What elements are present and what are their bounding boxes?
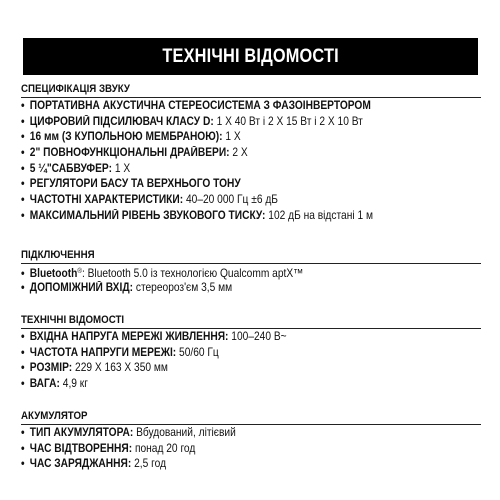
spec-label: ДОПОМІЖНИЙ ВХІД: bbox=[29, 280, 133, 294]
spec-value: 2 X bbox=[232, 146, 248, 160]
spec-label: РЕГУЛЯТОРИ БАСУ ТА ВЕРХНЬОГО ТОНУ bbox=[29, 177, 241, 191]
bullet-icon: • bbox=[21, 280, 25, 294]
bullet-icon: • bbox=[21, 193, 25, 207]
spec-value: 229 X 163 X 350 мм bbox=[75, 361, 168, 375]
spec-value: 102 дБ на відстані 1 м bbox=[268, 208, 373, 222]
spec-label: ЧАС ВІДТВОРЕННЯ: bbox=[29, 441, 133, 455]
bullet-icon: • bbox=[21, 330, 25, 343]
bullet-icon: • bbox=[21, 426, 25, 439]
spec-label: ЧАС ЗАРЯДЖАННЯ: bbox=[29, 457, 132, 471]
spec-label: ЧАСТОТА НАПРУГИ МЕРЕЖІ: bbox=[29, 345, 177, 359]
spec-row bbox=[21, 176, 481, 192]
bullet-icon: • bbox=[21, 161, 25, 175]
spec-value: 1 X bbox=[114, 161, 131, 175]
spec-row-content bbox=[21, 192, 278, 208]
spec-value: 2,5 год bbox=[134, 457, 167, 471]
spec-label: ПОРТАТИВНА АКУСТИЧНА СТЕРЕОСИСТЕМА З ФАЗОІНВЕРТОРОМ bbox=[29, 99, 371, 112]
spec-label: РОЗМІР: bbox=[29, 361, 73, 375]
spec-row-content bbox=[21, 425, 236, 441]
section-heading: ПІДКЛЮЧЕННЯ bbox=[21, 248, 481, 264]
spec-value: 1 X 40 Вт і 2 X 15 Вт і 2 X 10 Вт bbox=[216, 114, 363, 128]
spec-label: 16 мм (З КУПОЛЬНОЮ МЕМБРАНОЮ): bbox=[29, 130, 223, 144]
spec-row bbox=[21, 114, 481, 130]
spec-row-content bbox=[21, 129, 241, 145]
spec-list bbox=[21, 425, 481, 472]
spec-label: МАКСИМАЛЬНИЙ РІВЕНЬ ЗВУКОВОГО ТИСКУ: bbox=[29, 208, 266, 222]
spec-value: 100–240 В~ bbox=[231, 330, 287, 343]
spec-row-content bbox=[21, 441, 195, 457]
bullet-icon: • bbox=[21, 267, 25, 280]
spec-row bbox=[21, 192, 481, 208]
spec-row bbox=[21, 264, 481, 280]
spec-separator: : bbox=[81, 267, 88, 280]
bullet-icon: • bbox=[21, 177, 25, 191]
spec-row-content bbox=[21, 280, 232, 296]
bullet-icon: • bbox=[21, 130, 25, 144]
bullet-icon: • bbox=[21, 441, 25, 455]
spec-label: 2" ПОВНОФУНКЦІОНАЛЬНІ ДРАЙВЕРИ: bbox=[29, 146, 230, 160]
spec-label: ТИП АКУМУЛЯТОРА: bbox=[29, 426, 134, 439]
spec-row bbox=[21, 345, 481, 361]
spec-row bbox=[21, 280, 481, 296]
spec-row bbox=[21, 161, 481, 177]
spec-label: ВАГА: bbox=[29, 377, 60, 391]
spec-row-content bbox=[21, 329, 287, 345]
spec-value: Вбудований, літієвий bbox=[136, 426, 236, 439]
spec-row-content bbox=[21, 345, 219, 361]
spec-value: Bluetooth 5.0 із технологією Qualcomm aptX™ bbox=[87, 267, 304, 280]
spec-row bbox=[21, 145, 481, 161]
spec-row-content bbox=[21, 114, 363, 130]
section-heading: АКУМУЛЯТОР bbox=[21, 409, 481, 425]
spec-row-content bbox=[21, 456, 166, 472]
spec-row bbox=[21, 456, 481, 472]
spec-value: стереороз'єм 3,5 мм bbox=[135, 280, 233, 294]
section-connectivity bbox=[21, 248, 481, 295]
spec-value: 4,9 кг bbox=[62, 377, 88, 391]
spec-row bbox=[21, 360, 481, 376]
spec-row-content bbox=[21, 176, 241, 192]
section-technical bbox=[21, 313, 481, 392]
spec-value: 1 X bbox=[225, 130, 241, 144]
spec-row-content bbox=[21, 145, 248, 161]
spec-row bbox=[21, 441, 481, 457]
title-banner bbox=[23, 38, 478, 75]
section-battery bbox=[21, 409, 481, 472]
spec-row-content bbox=[21, 208, 373, 224]
bullet-icon: • bbox=[21, 345, 25, 359]
spec-label: ЦИФРОВИЙ ПІДСИЛЮВАЧ КЛАСУ D: bbox=[29, 114, 214, 128]
spec-label: ЧАСТОТНІ ХАРАКТЕРИСТИКИ: bbox=[29, 193, 184, 207]
section-heading: СПЕЦИФІКАЦІЯ ЗВУКУ bbox=[21, 82, 481, 98]
spec-list bbox=[21, 98, 481, 224]
spec-value: понад 20 год bbox=[134, 441, 196, 455]
bullet-icon: • bbox=[21, 146, 25, 160]
spec-list bbox=[21, 264, 481, 295]
bullet-icon: • bbox=[21, 361, 25, 375]
section-heading: ТЕХНІЧНІ ВІДОМОСТІ bbox=[21, 313, 481, 329]
section-sound-specs bbox=[21, 82, 481, 224]
bullet-icon: • bbox=[21, 457, 25, 471]
spec-row bbox=[21, 425, 481, 441]
bullet-icon: • bbox=[21, 377, 25, 391]
spec-row bbox=[21, 376, 481, 392]
spec-row-content bbox=[21, 98, 371, 114]
spec-row-content bbox=[21, 161, 130, 177]
spec-row bbox=[21, 208, 481, 224]
spec-label: Bluetooth bbox=[29, 267, 78, 280]
bullet-icon: • bbox=[21, 208, 25, 222]
spec-row bbox=[21, 329, 481, 345]
spec-row-content bbox=[21, 376, 88, 392]
spec-row bbox=[21, 129, 481, 145]
spec-row bbox=[21, 98, 481, 114]
spec-label: 5 ¼"САБВУФЕР: bbox=[29, 161, 112, 175]
registered-mark: ® bbox=[77, 268, 82, 275]
page-title: ТЕХНІЧНІ ВІДОМОСТІ bbox=[162, 45, 339, 67]
spec-list bbox=[21, 329, 481, 392]
bullet-icon: • bbox=[21, 114, 25, 128]
spec-row-content bbox=[21, 360, 168, 376]
spec-label: ВХІДНА НАПРУГА МЕРЕЖІ ЖИВЛЕННЯ: bbox=[29, 330, 229, 343]
bullet-icon: • bbox=[21, 99, 25, 112]
spec-value: 50/60 Гц bbox=[179, 345, 219, 359]
spec-value: 40–20 000 Гц ±6 дБ bbox=[185, 193, 279, 207]
